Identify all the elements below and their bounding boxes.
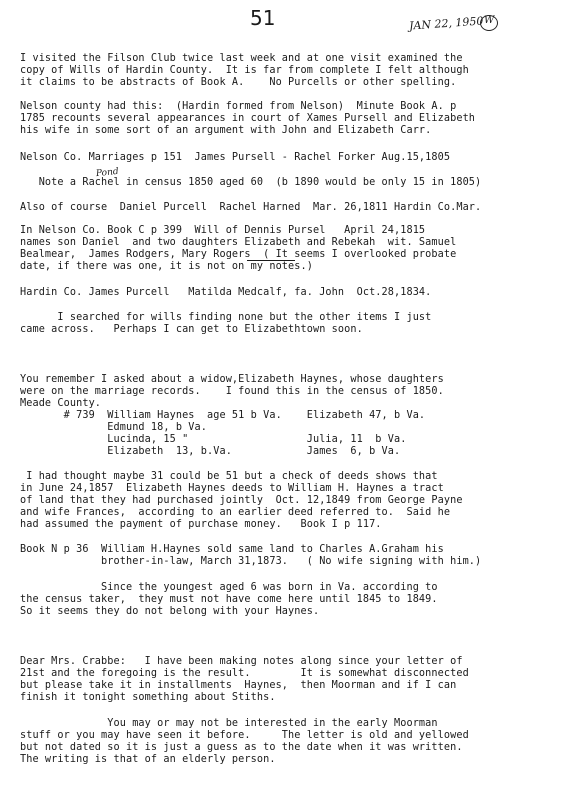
text-line: I searched for wills finding none but the other items I just [20,312,432,323]
text-line: Meade County. [20,398,102,409]
text-line: You may or may not be interested in the early Moorman [20,718,438,729]
handwritten-note: Pond [95,166,120,180]
handwritten-circle-mark [480,15,498,31]
text-line: Also of course Daniel Purcell Rachel Harned Mar. 26,1811 Hardin Co.Mar. [20,202,482,213]
handwritten-date: JAN 22, 1950 [408,14,484,33]
text-line: 1785 recounts several appearances in court of Xames Pursell and Elizabeth [20,113,476,124]
text-line: I visited the Filson Club twice last week and at one visit examined the [20,53,463,64]
page-number: 51 [250,6,276,30]
text-line: it claims to be abstracts of Book A. No Purcells or other spelling. [20,77,457,88]
text-line: I had thought maybe 31 could be 51 but a check of deeds shows that [20,471,438,482]
text-line: date, if there was one, it is not on my notes.) [20,261,313,272]
text-line: Dear Mrs. Crabbe: I have been making notes along since your letter of [20,656,463,667]
text-line: his wife in some sort of an argument with John and Elizabeth Carr. [20,125,432,136]
text-line: were on the marriage records. I found this in the census of 1850. [20,386,444,397]
text-line: copy of Wills of Hardin County. It is far from complete I felt although [20,65,469,76]
text-line: and wife Frances, according to an earlier deed referred to. Said he [20,507,451,518]
text-line: So it seems they do not belong with your Haynes. [20,606,320,617]
census-entry-line: Edmund 18, b Va. [20,422,208,433]
text-line: came across. Perhaps I can get to Elizabethtown soon. [20,324,363,335]
text-line: Nelson county had this: (Hardin formed from Nelson) Minute Book A. p [20,101,457,112]
text-line: Note a Rachel in census 1850 aged 60 (b 1890 would be only 15 in 1805) [20,177,482,188]
text-line: in June 24,1857 Elizabeth Haynes deeds to William H. Haynes a tract [20,483,444,494]
text-line: Hardin Co. James Purcell Matilda Medcalf, fa. John Oct.28,1834. [20,287,432,298]
census-entry-line: # 739 William Haynes age 51 b Va. Elizabeth 47, b Va. [20,410,426,421]
text-line: Book N p 36 William H.Haynes sold same land to Charles A.Graham his [20,544,444,555]
text-line: You remember I asked about a widow,Elizabeth Haynes, whose daughters [20,374,444,385]
census-entry-line: Lucinda, 15 " Julia, 11 b Va. [20,434,407,445]
text-line: The writing is that of an elderly person. [20,754,276,765]
text-line: brother-in-law, March 31,1873. ( No wife signing with him.) [20,556,482,567]
text-line: 21st and the foregoing is the result. It is somewhat disconnected [20,668,469,679]
text-line: names son Daniel and two daughters Elizabeth and Rebekah wit. Samuel [20,237,457,248]
text-line: Bealmear, James Rodgers, Mary Rogers ( It seems I overlooked probate [20,249,457,260]
text-line: but please take it in installments Haynes, then Moorman and if I can [20,680,457,691]
text-line: finish it tonight something about Stiths. [20,692,276,703]
text-line: stuff or you may have seen it before. The letter is old and yellowed [20,730,469,741]
census-entry-line: Elizabeth 13, b.Va. James 6, b Va. [20,446,401,457]
text-line: of land that they had purchased jointly Oct. 12,1849 from George Payne [20,495,463,506]
text-line: but not dated so it is just a guess as to the date when it was written. [20,742,463,753]
text-line: In Nelson Co. Book C p 399 Will of Dennis Pursel April 24,1815 [20,225,426,236]
text-line: Since the youngest aged 6 was born in Va. according to [20,582,438,593]
text-line: the census taker, they must not have come here until 1845 to 1849. [20,594,438,605]
text-line: had assumed the payment of purchase money. Book I p 117. [20,519,382,530]
handwritten-circle-letter: W [484,15,495,26]
text-line: Nelson Co. Marriages p 151 James Pursell - Rachel Forker Aug.15,1805 [20,152,451,163]
